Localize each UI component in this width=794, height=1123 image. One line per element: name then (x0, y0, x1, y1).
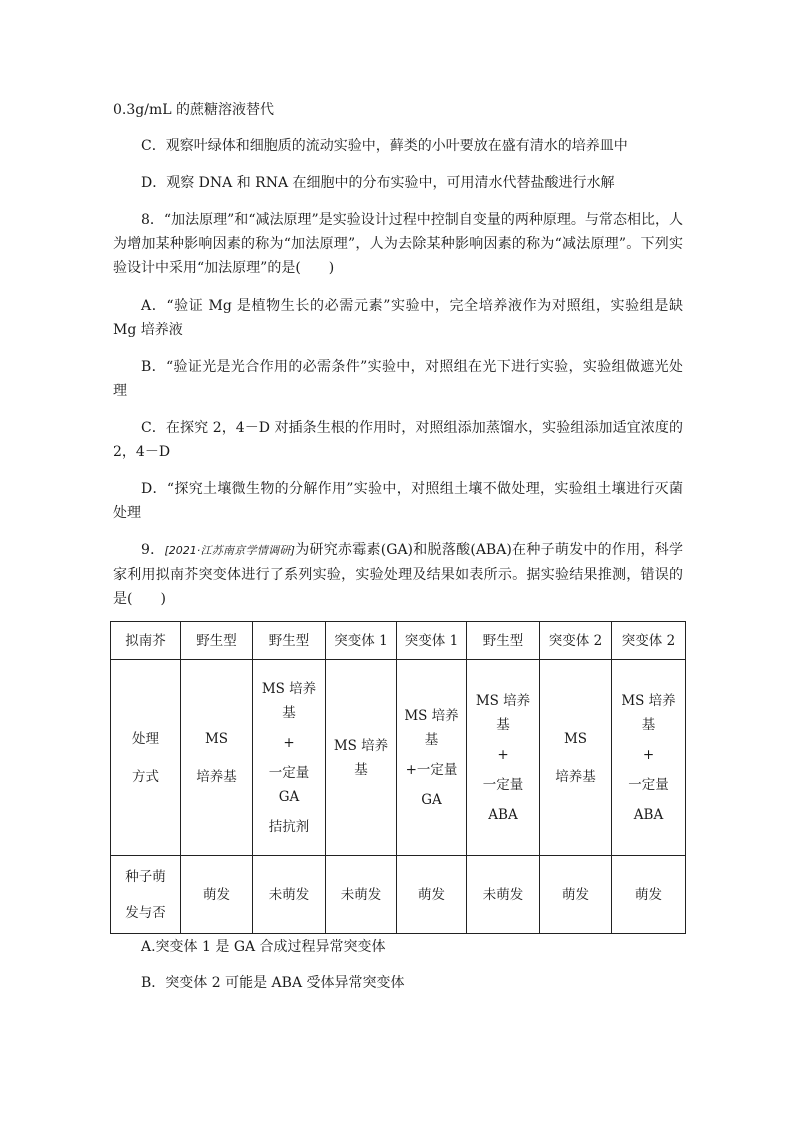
treatment-line: 一定量 (268, 764, 310, 781)
treatment-line: MS (204, 730, 229, 747)
table-header-cell: 突变体 1 (397, 622, 467, 660)
row-label-line: 种子萌 (125, 868, 166, 885)
question-9-number: 9． (141, 542, 165, 558)
text-line: 0.3g/mL 的蔗糖溶液替代 (113, 102, 274, 118)
result-cell: 未萌发 (326, 856, 397, 934)
table-row-germination (111, 856, 686, 934)
table-header-cell: 野生型 (467, 622, 540, 660)
treatment-line: 一定量 (482, 776, 524, 793)
row-label-line: 方式 (132, 768, 159, 785)
question-9-source: [2021·江苏南京学情调研] (164, 544, 295, 557)
treatment-cell (253, 660, 326, 856)
question-9-option-b: B．突变体 2 可能是 ABA 受体异常突变体 (141, 975, 405, 991)
treatment-line: 培养基 (555, 768, 596, 785)
treatment-line: GA (278, 788, 300, 805)
treatment-cell (612, 660, 686, 856)
question-8-option-d: D．“探究土壤微生物的分解作用”实验中，对照组土壤不做处理，实验组土壤进行灭菌处理 (113, 481, 683, 521)
table-header-cell: 突变体 2 (540, 622, 612, 660)
treatment-line: MS 培养 (261, 680, 317, 697)
treatment-cell (467, 660, 540, 856)
result-cell: 萌发 (540, 856, 612, 934)
table-header-cell: 野生型 (253, 622, 326, 660)
result-cell: 萌发 (397, 856, 467, 934)
treatment-cell (540, 660, 612, 856)
treatment-line: 基 (496, 716, 510, 733)
treatment-cell (326, 660, 397, 856)
row-label-treatment (111, 660, 181, 856)
question-9-stem (113, 538, 683, 611)
result-cell: 萌发 (181, 856, 253, 934)
treatment-line: +一定量 (405, 761, 458, 778)
treatment-line: MS 培养 (475, 692, 531, 709)
experiment-table (110, 621, 686, 934)
table-header-cell: 突变体 1 (326, 622, 397, 660)
treatment-line: MS 培养 (404, 707, 459, 724)
row-label-line: 处理 (132, 730, 159, 747)
table-header-cell: 拟南芥 (111, 622, 181, 660)
question-8-stem: 8．“加法原理”和“减法原理”是实验设计过程中控制自变量的两种原理。与常态相比，人为增加某种影响因素的称为“加法原理”，人为去除某种影响因素的称为“减法原理”。下列实验设计中采用“加法原理”的是( ) (113, 212, 683, 276)
question-8-option-c: C．在探究 2，4－D 对插条生根的作用时，对照组添加蒸馏水，实验组添加适宜浓度的 2，4－D (113, 420, 683, 460)
treatment-cell (181, 660, 253, 856)
treatment-line: + (283, 734, 295, 751)
question-8-option-a: A．“验证 Mg 是植物生长的必需元素”实验中，完全培养液作为对照组，实验组是缺 Mg 培养液 (113, 298, 683, 338)
treatment-line: MS 培养 (333, 737, 389, 754)
treatment-line: + (497, 746, 509, 763)
treatment-line: 基 (424, 731, 439, 748)
row-label-germination (111, 856, 181, 934)
treatment-line: + (642, 746, 655, 763)
question-9-option-a: A.突变体 1 是 GA 合成过程异常突变体 (141, 939, 386, 955)
result-cell: 萌发 (612, 856, 686, 934)
treatment-line: 基 (282, 704, 296, 721)
question-8-option-b: B．“验证光是光合作用的必需条件”实验中，对照组在光下进行实验，实验组做遮光处理 (113, 359, 683, 399)
treatment-line: 一定量 (628, 776, 669, 793)
treatment-line: ABA (488, 806, 518, 823)
table-header-row (111, 622, 686, 660)
treatment-line: ABA (633, 806, 664, 823)
option-c-prev: C．观察叶绿体和细胞质的流动实验中，藓类的小叶要放在盛有清水的培养皿中 (141, 138, 628, 154)
result-cell: 未萌发 (253, 856, 326, 934)
treatment-line: MS 培养 (621, 692, 676, 709)
treatment-line: 培养基 (196, 768, 237, 785)
treatment-line: 拮抗剂 (268, 818, 310, 835)
treatment-cell (397, 660, 467, 856)
option-d-prev: D．观察 DNA 和 RNA 在细胞中的分布实验中，可用清水代替盐酸进行水解 (141, 175, 615, 191)
treatment-line: GA (421, 791, 442, 808)
row-label-line: 发与否 (125, 904, 166, 921)
table-header-cell: 野生型 (181, 622, 253, 660)
result-cell: 未萌发 (467, 856, 540, 934)
treatment-line: 基 (354, 761, 368, 778)
question-9-text: 为研究赤霉素(GA)和脱落酸(ABA)在种子萌发中的作用，科学家利用拟南芥突变体进行了系列实验，实验处理及结果如表所示。据实验结果推测，错误的是( ) (113, 542, 683, 607)
table-row-treatment (111, 660, 686, 856)
table-header-cell: 突变体 2 (612, 622, 686, 660)
treatment-line: MS (563, 730, 588, 747)
treatment-line: 基 (641, 716, 656, 733)
